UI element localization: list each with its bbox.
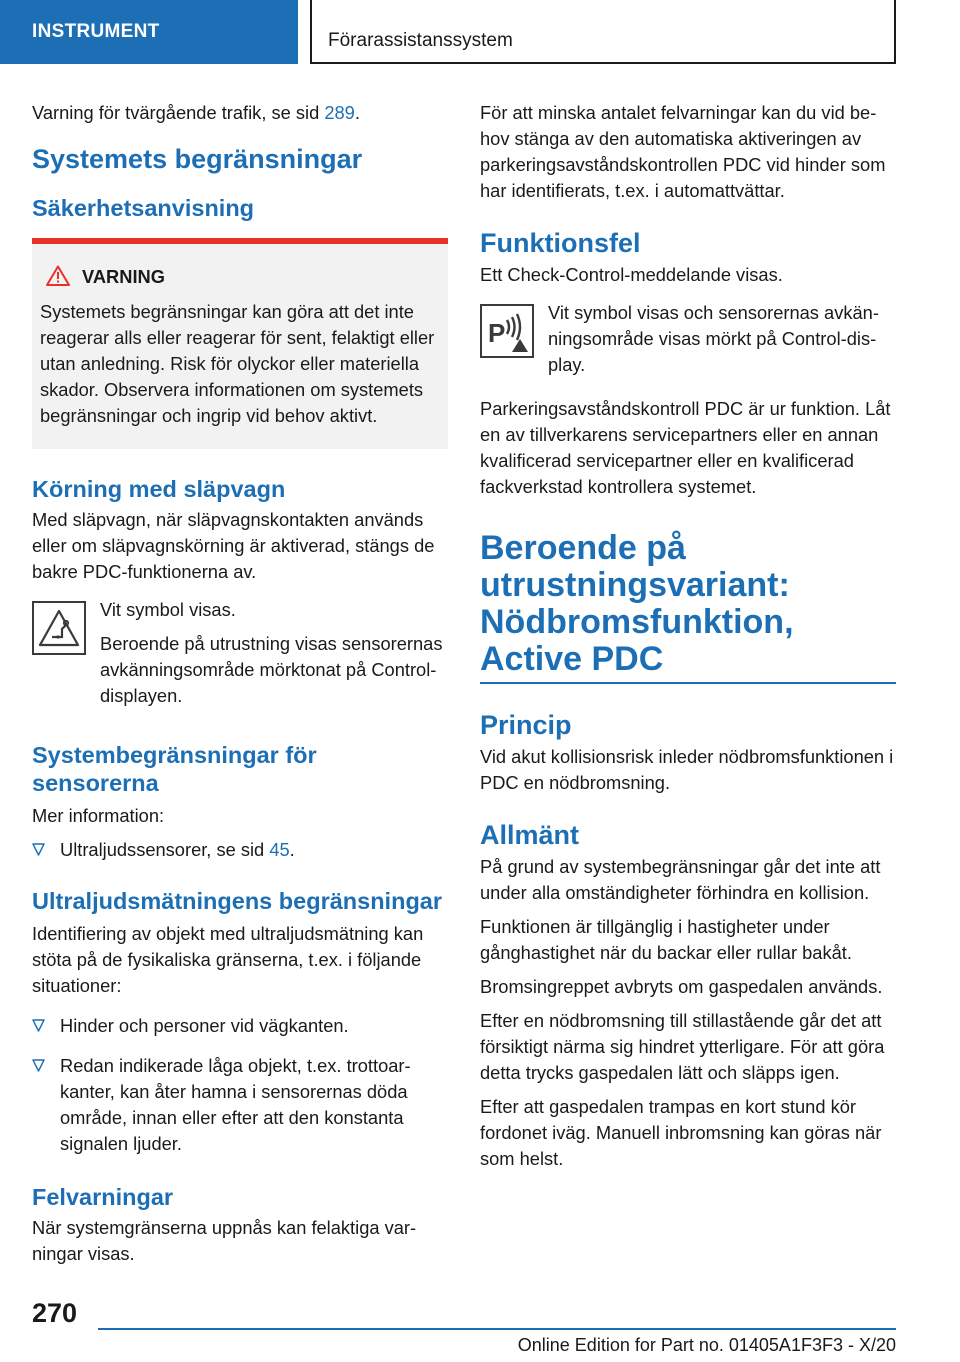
section-divider [480,682,896,684]
heading-ultrasonic: Ultraljudsmätningens begränsningar [32,888,443,914]
principle-paragraph: Vid akut kollisionsrisk inleder nödbromsfunktionen i PDC en nödbromsning. [480,746,894,793]
trailer-symbol-text-2: Beroende på utrustning visas sensorernas avkänningsområde mörktonat på Control-displayen. [100,633,443,706]
left-column [32,100,448,1267]
heading-principle: Princip [480,710,572,740]
fault-symbol-text: Vit symbol visas och sensorernas avkänningsområde visas mörkt på Control-display. [548,302,879,375]
intro-paragraph: Varning för tvärgående trafik, se sid 289. [32,102,360,123]
warning-triangle-icon [46,265,70,293]
general-paragraph-3: Bromsingreppet avbryts om gaspedalen används. [480,976,883,997]
trailer-symbol-text-2-wrap [32,631,448,709]
heading-safety: Säkerhetsanvisning [32,195,255,221]
heading-trailer: Körning med släpvagn [32,476,286,502]
general-paragraph-4: Efter en nödbromsning till stillastående går det att försiktigt närma sig hindret ytterligare. För att göra detta trycks gaspedalen lätt och släpps igen. [480,1010,885,1083]
heading-emergency-brake: Beroende på utrustningsvariant: Nödbromsfunktion, Active PDC [480,529,794,678]
svg-text:P: P [488,318,506,348]
fault-symbol-row [480,300,896,378]
warning-heading: VARNING [46,264,440,293]
ultrasonic-paragraph: Identifiering av objekt med ultraljudsmätning kan stöta på de fysikaliska gränserna, t.ex. i följande situationer: [32,923,424,996]
general-paragraph-5: Efter att gaspedalen trampas en kort stund kör fordonet iväg. Manuell inbromsning kan göras när som helst. [480,1096,882,1169]
pdc-fault-icon [480,304,534,358]
page-number: 270 [32,1298,78,1328]
footer-rule [98,1328,896,1330]
trailer-symbol-text-1: Vit symbol visas. [100,599,236,620]
bullet-triangle-icon [32,1019,45,1032]
heading-false-warnings: Felvarningar [32,1184,174,1210]
heading-fault: Funktionsfel [480,228,641,258]
false-warnings-reduce-paragraph: För att minska antalet felvarningar kan du vid behov stänga av den automatiska aktiveringen av parkeringsavståndskontrollen PDC vid hinder som har identifierats, t.ex. i automattvättar. [480,102,886,201]
false-warnings-paragraph: När systemgränserna uppnås kan felaktiga varningar visas. [32,1217,417,1264]
trailer-symbol-row [32,597,448,709]
fault-paragraph: Ett Check-Control-meddelande visas. [480,264,783,285]
bullet-sensors: Ultraljudssensorer, se sid 45. [32,837,448,863]
heading-general: Allmänt [480,820,580,850]
general-paragraph-2: Funktionen är tillgänglig i hastigheter under gånghastighet när du backar eller rullar bakåt. [480,916,852,963]
trailer-paragraph: Med släpvagn, när släpvagnskontakten används eller om släpvagnskörning är aktiverad, stängs de bakre PDC-funktionerna av. [32,509,435,582]
general-paragraph-1: På grund av systembegränsningar går det inte att under alla omständigheter förhindra en kollision. [480,856,881,903]
warning-text: Systemets begränsningar kan göra att det inte reagerar alls eller reagerar för sent, felaktigt eller utan anledning. Risk för olyckor eller materiella skador. Observera informationen om systemets begränsningar och ingrip vid behov aktivt. [40,301,435,426]
bullet-low-objects: Redan indikerade låga objekt, t.ex. trottoarkanter, kan åter hamna i sensorernas döda område, innan eller efter att den konstanta signalen ljuder. [32,1053,448,1157]
chapter-tab: INSTRUMENT [0,0,298,64]
heading-system-limits: Systemets begränsningar [32,144,363,174]
trailer-warning-icon [32,601,86,655]
right-column [480,100,896,1172]
page-link-289[interactable]: 289 [324,102,355,123]
bullet-roadside: Hinder och personer vid vägkanten. [32,1013,448,1039]
page-link-45[interactable]: 45 [269,839,290,860]
warning-box [32,238,448,449]
edition-note: Online Edition for Part no. 01405A1F3F3 - X/20 [517,1335,896,1355]
bullet-triangle-icon [32,843,45,856]
bullet-triangle-icon [32,1059,45,1072]
heading-sensor-limits: Systembegränsningar för sensorerna [32,742,317,796]
section-title: Förarassistanssystem [310,0,896,64]
fault-action-paragraph: Parkeringsavståndskontroll PDC är ur funktion. Låt en av tillverkarens servicepartners eller en annan kvalificerad servicepartner eller en kvalificerad fackverkstad kontrollera systemet. [480,398,891,497]
more-info-label: Mer information: [32,805,165,826]
